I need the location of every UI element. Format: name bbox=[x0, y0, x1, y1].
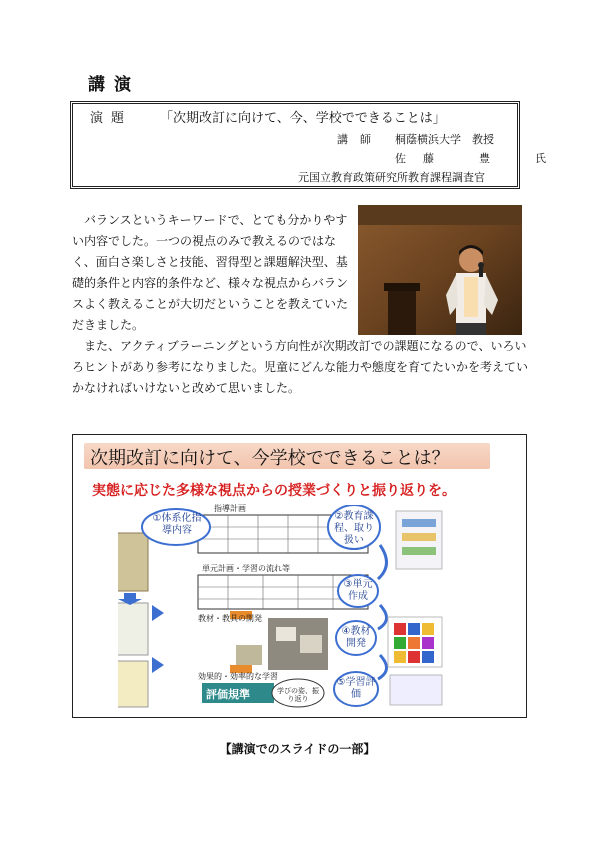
lecture-photo bbox=[358, 205, 522, 335]
slide-label-materials: 教材・教具の開発 bbox=[198, 614, 262, 623]
slide-caption: 【講演でのスライドの一部】 bbox=[219, 742, 376, 756]
slide-label-plan: 指導計画 bbox=[214, 504, 246, 513]
section-heading: 講演 bbox=[88, 75, 140, 95]
slide-label-criteria: 評価規準 bbox=[206, 688, 250, 701]
slide-title: 次期改訂に向けて、今学校でできることは？ bbox=[90, 448, 450, 469]
slide-step-3: ③単元作成 bbox=[343, 579, 373, 602]
lecturer-name: 佐藤 豊 氏 bbox=[395, 152, 563, 165]
slide-step-2: ②教育課程、取り扱い bbox=[334, 511, 374, 546]
talk-title: 「次期改訂に向けて、今、学校でできることは」 bbox=[160, 111, 446, 126]
slide-label-effective: 効果的・効率的な学習 bbox=[198, 672, 278, 681]
slide-subtitle: 実態に応じた多様な視点からの授業づくりと振り返りを。 bbox=[92, 483, 456, 499]
report-paragraph-1: バランスというキーワードで、とても分かりやすい内容でした。一つの視点のみで教えるのではなく、面白さ楽しさと技能、習得型と課題解決型、基礎的条件と内容的条件など、様々な視点からバランスよく教えることが大切だということを教えていただきました。 bbox=[72, 213, 349, 332]
slide-diagram bbox=[118, 505, 448, 710]
slide-step-5: ⑤学習評価 bbox=[336, 677, 376, 700]
lecturer-former-post: 元国立教育政策研究所教育課程調査官 bbox=[298, 171, 485, 184]
report-paragraph-2: また、アクティブラーニングという方向性が次期改訂での課題になるので、いろいろヒントがあり参考になりました。児童にどんな能力や態度を育てたいかを考えていかなければいけないと改めて思いました。 bbox=[72, 339, 529, 395]
lecturer-label: 講師 bbox=[337, 133, 383, 146]
slide-label-cloud: 学びの姿、振り返り bbox=[277, 687, 319, 703]
lecturer-affiliation: 桐蔭横浜大学 教授 bbox=[395, 133, 494, 146]
talk-label: 演題 bbox=[90, 111, 133, 126]
slide-step-4: ④教材開発 bbox=[341, 626, 371, 649]
slide-step-1: ①体系化指導内容 bbox=[152, 513, 202, 536]
slide-label-unit: 単元計画・学習の流れ等 bbox=[202, 564, 290, 573]
